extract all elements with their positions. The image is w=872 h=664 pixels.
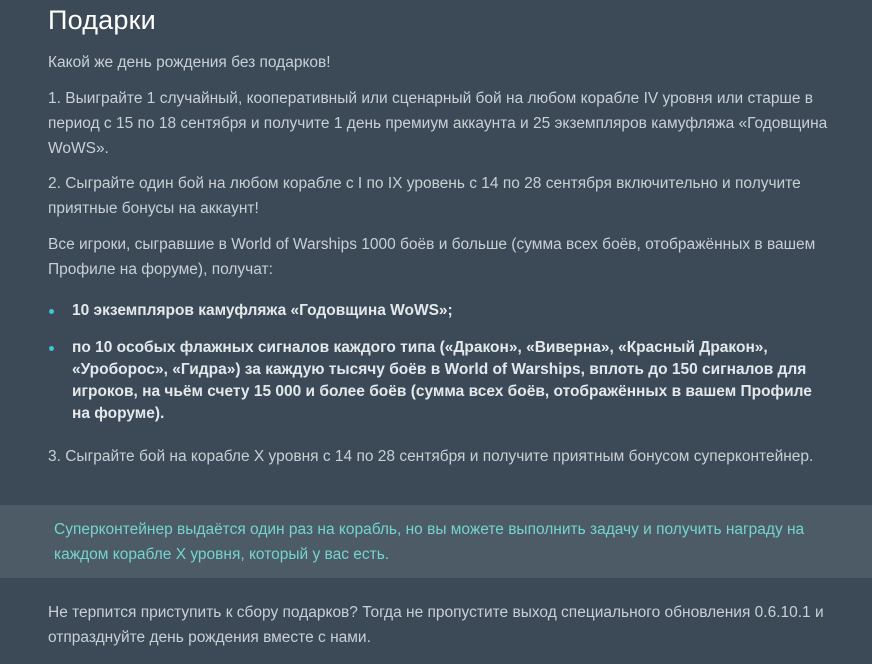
outro-text: Не терпится приступить к сбору подарков? Тогда не пропустите выход специального обновления 0.6.10.1 и отпразднуйте день рождения вместе с нами. (48, 604, 824, 646)
task-2-text: 2. Сыграйте один бой на любом корабле с I по IX уровень с 14 по 28 сентября включительно и получите приятные бонусы на аккаунт! (48, 175, 801, 217)
task-1-text: 1. Выиграйте 1 случайный, кооперативный или сценарный бой на любом корабле IV уровня или старше в период с 15 по 18 сентября и получите 1 день премиум аккаунта и 25 экземпляров камуфляжа «Годовщина WoWS». (48, 90, 828, 157)
bullet-icon (49, 346, 54, 351)
reward-text: 10 экземпляров камуфляжа «Годовщина WoWS»; (72, 302, 453, 319)
rewards-list (48, 300, 828, 440)
list-item (48, 300, 828, 322)
note-text: Суперконтейнер выдаётся один раз на корабль, но вы можете выполнить задачу и получить награду на каждом корабле X уровня, который у вас есть. (54, 521, 805, 563)
section-title: Подарки (48, 5, 156, 35)
intro-text: Какой же день рождения без подарков! (48, 54, 331, 71)
bullet-icon (49, 309, 54, 314)
list-item (48, 337, 828, 425)
reward-text: по 10 особых флажных сигналов каждого типа («Дракон», «Виверна», «Красный Дракон», «Уроборос», «Гидра») за каждую тысячу боёв в World of Warships, вплоть до 150 сигналов для игроков, на чьём счету 15 000 и более боёв (сумма всех боёв, отображённых в вашем Профиле на форуме). (72, 339, 812, 422)
note-box (0, 505, 872, 578)
players-note-text: Все игроки, сыгравшие в World of Warships 1000 боёв и больше (сумма всех боёв, отображённых в вашем Профиле на форуме), получат: (48, 236, 816, 278)
task-3-text: 3. Сыграйте бой на корабле X уровня с 14 по 28 сентября и получите приятным бонусом суперконтейнер. (48, 448, 814, 465)
